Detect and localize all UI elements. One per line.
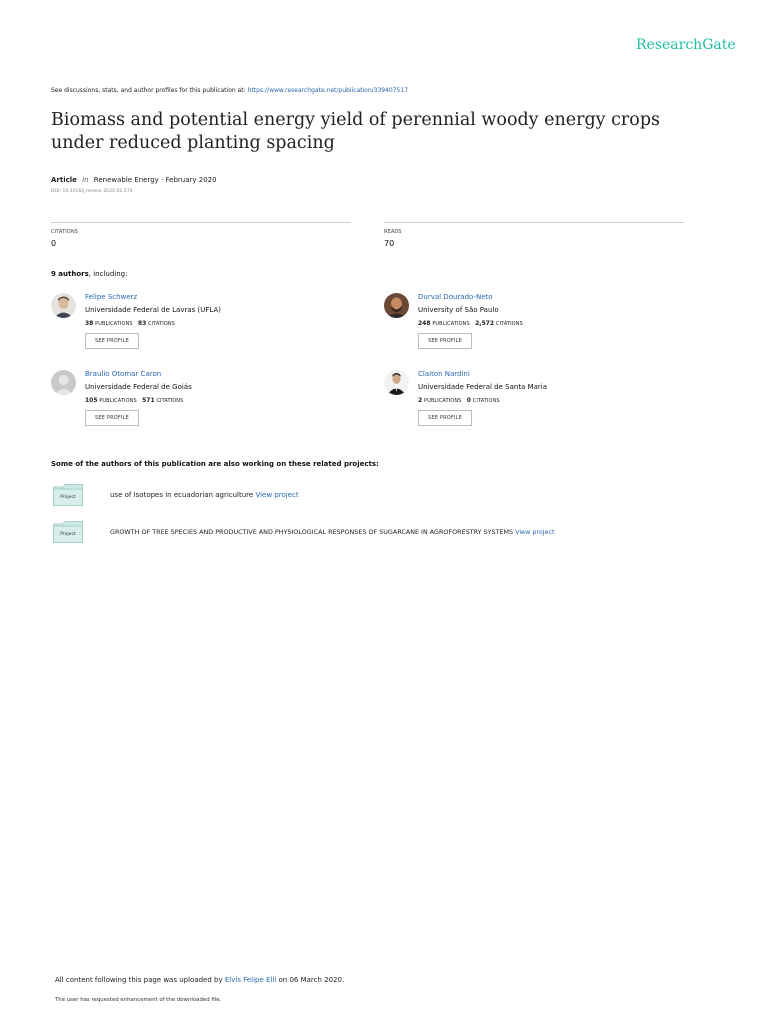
enhancement-note: The user has requested enhancement of the downloaded file. [55,997,222,1003]
view-project-link[interactable]: View project [515,528,555,536]
journal-date: Renewable Energy · February 2020 [93,176,217,184]
author-photo-icon [384,370,409,395]
project-folder-icon [53,521,83,543]
author-publications-count: 2 [418,397,423,404]
project-item [110,528,555,536]
author-name-link[interactable]: Felipe Schwerz [85,293,138,301]
discussion-line [51,87,408,94]
author-photo-icon [384,293,409,318]
author-card [384,370,664,434]
authors-count: 9 authors [51,270,89,278]
author-publications-label: PUBLICATIONS [423,398,462,404]
author-citations-count: 571 [142,397,155,404]
author-institution: Universidade Federal de Lavras (UFLA) [85,306,221,314]
author-name-link[interactable]: Braulio Otomar Caron [85,370,162,378]
publication-type: Article [51,176,77,184]
see-profile-button[interactable]: SEE PROFILE [418,333,472,349]
author-publications-count: 38 [85,320,94,327]
author-photo-icon [51,293,76,318]
author-citations-label: CITATIONS [472,398,500,404]
avatar[interactable] [51,370,76,395]
reads-value: 70 [384,239,395,248]
publication-url-link[interactable]: https://www.researchgate.net/publication/339407517 [247,87,409,94]
author-card [51,293,331,357]
author-card [384,293,664,357]
project-title: GROWTH OF TREE SPECIES AND PRODUCTIVE AND PHYSIOLOGICAL RESPONSES OF SUGARCANE IN AGROFORESTRY SYSTEMS [110,528,514,536]
project-title: use of Isotopes in ecuadorian agriculture [110,491,254,499]
author-citations-count: 2,572 [475,320,495,327]
author-citations-label: CITATIONS [495,321,523,327]
author-card [51,370,331,434]
author-publications-count: 105 [85,397,98,404]
upload-prefix: All content following this page was uploaded by [55,976,223,984]
uploader-link[interactable]: Elvis Felipe Elli [224,976,277,984]
author-institution: Universidade Federal de Santa Maria [418,383,548,391]
avatar[interactable] [51,293,76,318]
project-item [110,491,299,499]
avatar[interactable] [384,293,409,318]
citations-value: 0 [51,239,57,248]
see-profile-button[interactable]: SEE PROFILE [418,410,472,426]
author-citations-label: CITATIONS [156,398,184,404]
author-stats [85,320,175,327]
author-name-link[interactable]: Claiton Nardini [418,370,470,378]
author-stats [85,397,183,404]
see-profile-button[interactable]: SEE PROFILE [85,410,139,426]
author-institution: University of São Paulo [418,306,499,314]
avatar[interactable] [384,370,409,395]
default-avatar-icon [51,370,76,395]
divider-citations [51,222,351,223]
related-projects-heading: Some of the authors of this publication are also working on these related projects: [51,460,379,468]
publication-title: Biomass and potential energy yield of perennial woody energy crops under reduced planting spacing [51,110,661,153]
authors-heading [51,270,127,278]
project-icon-label: Project [60,495,76,500]
upload-info [55,976,344,984]
citations-label: CITATIONS [51,229,78,235]
author-publications-label: PUBLICATIONS [95,321,133,327]
doi: DOI: 10.1016/j.renene.2020.02.074 [51,189,133,194]
author-publications-count: 248 [418,320,431,327]
authors-heading-suffix: , including: [88,270,128,278]
author-citations-label: CITATIONS [148,321,176,327]
author-publications-label: PUBLICATIONS [432,321,470,327]
author-stats [418,320,523,327]
see-profile-button[interactable]: SEE PROFILE [85,333,139,349]
author-stats [418,397,500,404]
view-project-link[interactable]: View project [255,491,299,499]
discussion-text: See discussions, stats, and author profiles for this publication at: [51,87,246,94]
reads-label: READS [384,229,402,235]
project-folder-icon [53,484,83,506]
author-citations-count: 83 [137,320,147,327]
project-icon-label: Project [60,532,76,537]
divider-reads [384,222,684,223]
author-institution: Universidade Federal de Goiás [85,383,192,391]
author-citations-count: 0 [466,397,471,404]
researchgate-logo[interactable]: ResearchGate [636,37,736,53]
author-publications-label: PUBLICATIONS [99,398,137,404]
in-word: in [82,176,89,184]
author-name-link[interactable]: Durval Dourado-Neto [418,293,493,301]
publication-meta [51,176,217,184]
upload-suffix: on 06 March 2020. [278,976,345,984]
